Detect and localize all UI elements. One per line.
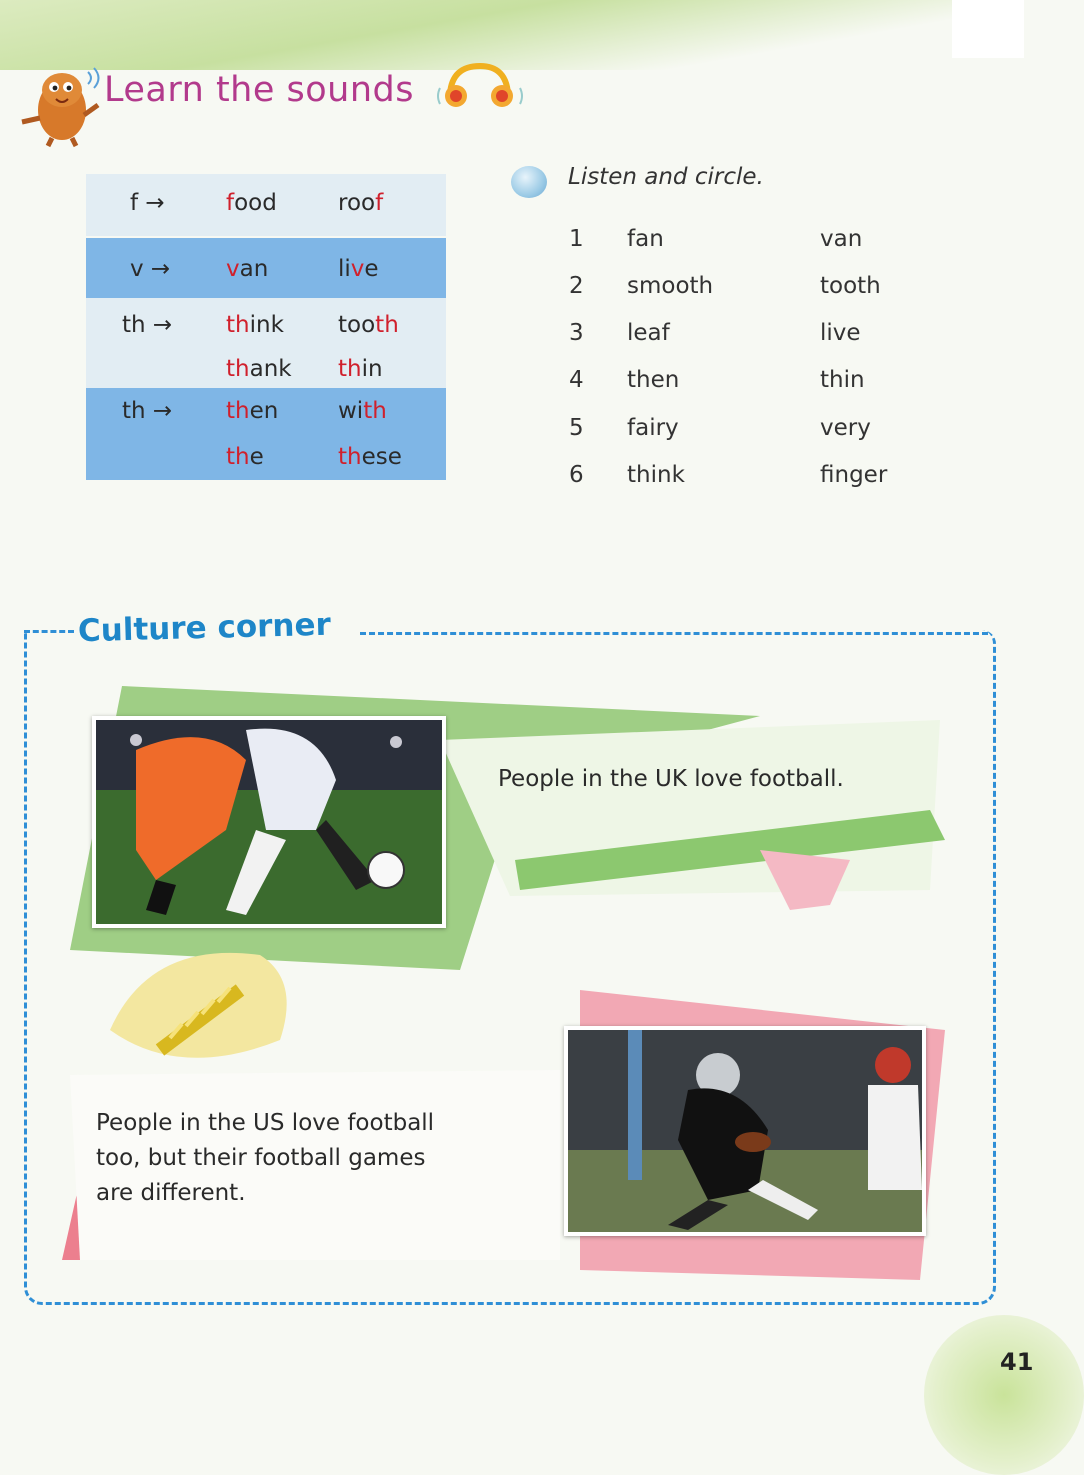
sound-word: thank	[226, 356, 292, 382]
top-corner	[952, 0, 1024, 58]
item-number: 2	[569, 273, 584, 299]
sound-word: then	[226, 398, 279, 424]
photo-uk-football	[92, 716, 446, 928]
audio-bullet-icon	[511, 166, 547, 198]
item-number: 5	[569, 415, 584, 441]
sound-label: f →	[130, 190, 165, 216]
headphones-icon	[436, 60, 528, 116]
item-word-a: smooth	[627, 273, 714, 299]
sound-word: tooth	[338, 312, 399, 338]
sound-row	[86, 174, 446, 236]
frame-top-line	[360, 632, 988, 635]
mascot-icon	[18, 60, 104, 150]
item-word-b: tooth	[820, 273, 881, 299]
sound-word: the	[226, 444, 264, 470]
item-number: 3	[569, 320, 584, 346]
item-number: 4	[569, 367, 584, 393]
sound-word: with	[338, 398, 387, 424]
item-word-b: live	[820, 320, 861, 346]
sound-row	[86, 388, 446, 480]
caption-line: too, but their football games	[96, 1145, 426, 1171]
item-word-b: van	[820, 226, 863, 252]
item-word-a: then	[627, 367, 680, 393]
item-number: 1	[569, 226, 584, 252]
sound-word: live	[338, 256, 379, 282]
sound-word: these	[338, 444, 402, 470]
frame-top-line-left	[24, 630, 74, 633]
item-word-b: finger	[820, 462, 888, 488]
sound-word: thin	[338, 356, 383, 382]
page-number: 41	[1000, 1348, 1034, 1376]
item-number: 6	[569, 462, 584, 488]
item-word-a: fairy	[627, 415, 679, 441]
item-word-a: fan	[627, 226, 664, 252]
sounds-table	[86, 174, 446, 480]
item-word-b: thin	[820, 367, 865, 393]
sound-label: th →	[122, 312, 173, 338]
sound-row	[86, 298, 446, 388]
sound-label: th →	[122, 398, 173, 424]
sound-word: van	[226, 256, 269, 282]
sound-row	[86, 238, 446, 298]
caption-uk: People in the UK love football.	[498, 766, 844, 792]
caption-line: People in the US love football	[96, 1110, 435, 1136]
section-title: Learn the sounds	[104, 70, 414, 110]
sound-label: v →	[130, 256, 171, 282]
sound-word: think	[226, 312, 284, 338]
photo-us-football	[564, 1026, 926, 1236]
listen-instruction: Listen and circle.	[568, 164, 764, 190]
sound-word: roof	[338, 190, 384, 216]
item-word-b: very	[820, 415, 871, 441]
sound-word: food	[226, 190, 277, 216]
item-word-a: think	[627, 462, 685, 488]
item-word-a: leaf	[627, 320, 670, 346]
caption-us	[96, 1106, 434, 1211]
culture-title: Culture corner	[77, 606, 332, 650]
caption-line: are different.	[96, 1180, 246, 1206]
corner-decor	[924, 1315, 1084, 1475]
